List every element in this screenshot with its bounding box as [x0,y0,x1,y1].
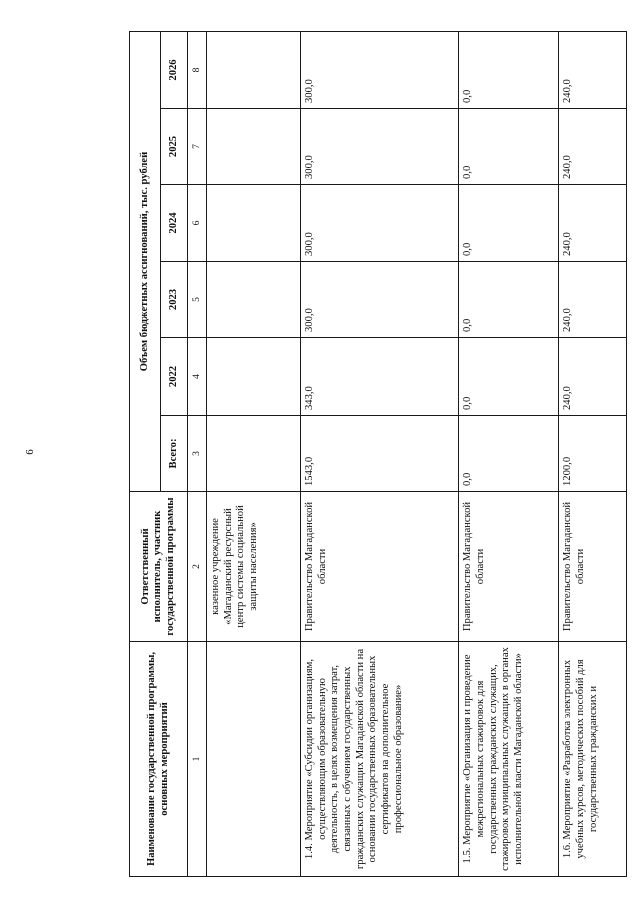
header-year: 2026 [161,31,188,108]
row-value: 300,0 [300,185,458,262]
page-number: 6 [24,449,36,455]
header-year: 2024 [161,185,188,262]
row-value: 0,0 [459,262,559,338]
row-value: 240,0 [559,31,627,108]
row-value: 240,0 [559,185,627,262]
header-row-1 [130,31,161,876]
row-value: 0,0 [459,338,559,416]
header-year: 2023 [161,262,188,338]
row-value: 0,0 [459,185,559,262]
row-activity-name: 1.5. Мероприятие «Организация и проведение межрегиональных стажировок для государственных гражданских служащих, стажировок муниципальных служащих в органах исполнительной власти Магаданской области» [459,642,559,877]
row-value [207,262,301,338]
row-responsible: казенное учреждение «Магаданский ресурсный центр системы социальной защиты населения» [207,492,301,642]
column-number: 6 [188,185,207,262]
row-responsible: Правительство Магаданской области [300,492,458,642]
row-responsible: Правительство Магаданской области [559,492,627,642]
row-responsible: Правительство Магаданской области [459,492,559,642]
header-year: 2022 [161,338,188,416]
row-activity-name [207,642,301,877]
row-value: 300,0 [300,31,458,108]
row-value: 240,0 [559,109,627,185]
column-number: 5 [188,262,207,338]
column-number: 3 [188,416,207,492]
row-activity-name: 1.6. Мероприятие «Разработка электронных учебных курсов, методических пособий для государственных гражданских и [559,642,627,877]
header-total: Всего: [161,416,188,492]
row-activity-name: 1.4. Мероприятие «Субсидии организациям, осуществляющим образовательную деятельность, в целях возмещения затрат, связанных с обучением государственных гражданских служащих Магаданской области на основании государственных образовательных сертификатов на дополнительное профессиональное образование» [300,642,458,877]
row-value [207,109,301,185]
header-name: Наименование государственной программы, основных мероприятий [130,642,188,877]
row-value [207,185,301,262]
row-value: 300,0 [300,262,458,338]
table-row [559,31,627,876]
table-row [300,31,458,876]
row-value [207,416,301,492]
row-value [207,338,301,416]
rotated-table-container [129,32,627,877]
table-row [207,31,301,876]
column-number: 8 [188,31,207,108]
budget-table [129,31,627,877]
column-number: 4 [188,338,207,416]
column-number: 2 [188,492,207,642]
row-value: 0,0 [459,416,559,492]
row-value: 1200,0 [559,416,627,492]
column-number: 7 [188,109,207,185]
row-value: 240,0 [559,262,627,338]
table-row [459,31,559,876]
row-value: 343,0 [300,338,458,416]
row-value: 0,0 [459,109,559,185]
row-value: 0,0 [459,31,559,108]
row-value: 1543,0 [300,416,458,492]
row-value [207,31,301,108]
header-responsible: Ответственный исполнитель, участник государственной программы [130,492,188,642]
header-funding: Объем бюджетных ассигнований, тыс. рублей [130,31,161,491]
header-year: 2025 [161,109,188,185]
column-number-row [188,31,207,876]
column-number: 1 [188,642,207,877]
row-value: 240,0 [559,338,627,416]
row-value: 300,0 [300,109,458,185]
